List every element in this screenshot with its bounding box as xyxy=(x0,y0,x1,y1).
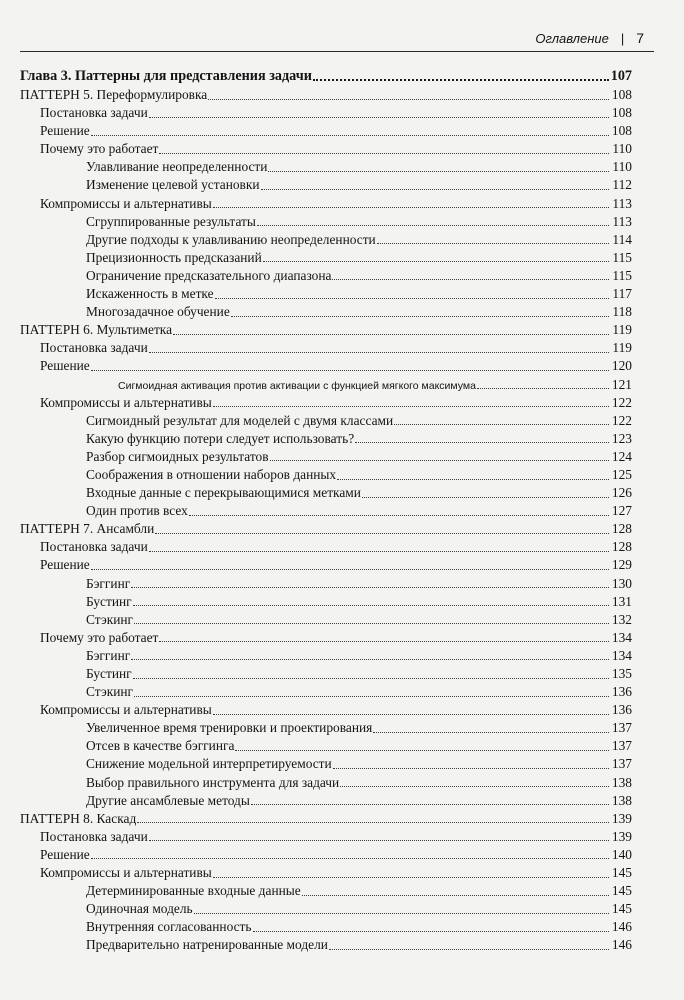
dot-leader xyxy=(261,189,609,190)
toc-entry xyxy=(20,267,632,285)
toc-pattern-entry xyxy=(20,810,632,828)
dot-leader xyxy=(159,641,609,642)
toc-entry-page: 145 xyxy=(611,901,632,917)
dot-leader xyxy=(149,840,609,841)
dot-leader xyxy=(91,858,609,859)
toc-entry xyxy=(20,394,632,412)
toc-entry-page: 137 xyxy=(611,720,632,736)
toc-entry-page: 135 xyxy=(611,666,632,681)
toc-entry xyxy=(20,484,632,502)
toc-entry-title: Другие ансамблевые методы xyxy=(86,792,250,808)
toc-entry xyxy=(20,737,632,755)
toc-entry xyxy=(20,502,632,520)
dot-leader xyxy=(133,605,609,606)
toc-entry-page: 117 xyxy=(612,286,632,302)
dot-leader xyxy=(332,279,609,280)
toc-entry-page: 130 xyxy=(611,575,632,591)
toc-entry-page: 119 xyxy=(612,340,632,356)
dot-leader xyxy=(333,768,609,769)
toc-entry-page: 107 xyxy=(610,68,632,84)
dot-leader xyxy=(235,750,609,751)
toc-entry xyxy=(20,611,632,629)
toc-entry xyxy=(20,285,632,303)
dot-leader xyxy=(337,479,609,480)
toc-entry-title: Какую функцию потери следует использовать? xyxy=(86,430,355,446)
toc-entry xyxy=(20,755,632,773)
toc-entry xyxy=(20,900,632,918)
toc-entry-page: 128 xyxy=(611,539,632,555)
toc-entry-page: 136 xyxy=(611,702,632,718)
dot-leader xyxy=(173,334,609,335)
toc-entry-page: 125 xyxy=(611,466,632,482)
toc-entry-title: Другие подходы к улавливанию неопределенности xyxy=(86,231,376,247)
dot-leader xyxy=(231,316,609,317)
toc-entry-title: Решение xyxy=(40,846,90,862)
toc-entry xyxy=(20,774,632,792)
toc-entry-page: 138 xyxy=(611,792,632,808)
toc-entry-page: 115 xyxy=(612,249,632,265)
header-page-number: 7 xyxy=(636,30,644,46)
toc-entry xyxy=(20,122,632,140)
dot-leader xyxy=(155,533,609,534)
toc-entry-title: Ограничение предсказательного диапазона xyxy=(86,267,332,283)
dot-leader xyxy=(189,515,609,516)
toc-entry xyxy=(20,176,632,194)
toc-entry-title: Сигмоидный результат для моделей с двумя классами xyxy=(86,412,394,428)
toc-entry xyxy=(20,231,632,249)
dot-leader xyxy=(91,135,609,136)
toc-entry-title: Глава 3. Паттерны для представления задачи xyxy=(20,68,312,84)
toc-entry-page: 122 xyxy=(611,412,632,428)
toc-entry-title: ПАТТЕРН 5. Переформулировка xyxy=(20,87,208,102)
toc-entry-title: Почему это работает xyxy=(40,141,159,157)
toc-entry xyxy=(20,918,632,936)
toc-entry-title: Многозадачное обучение xyxy=(86,304,230,320)
dot-leader xyxy=(194,913,609,914)
toc-entry xyxy=(20,448,632,466)
toc-entry xyxy=(20,701,632,719)
toc-entry xyxy=(20,719,632,737)
toc-entry-title: Разбор сигмоидных результатов xyxy=(86,448,269,464)
toc-entry-title: Бустинг xyxy=(86,666,132,681)
toc-entry-title: Один против всех xyxy=(86,503,188,519)
toc-entry-title: ПАТТЕРН 6. Мультиметка xyxy=(20,322,173,338)
toc-entry-title: Улавливание неопределенности xyxy=(86,159,268,175)
toc-entry-page: 108 xyxy=(611,105,632,121)
toc-entry-title: Искаженность в метке xyxy=(86,286,214,302)
toc-entry xyxy=(20,357,632,375)
toc-entry xyxy=(20,593,632,611)
toc-entry-title: Входные данные с перекрывающимися метками xyxy=(86,485,361,501)
toc-pattern-entry xyxy=(20,86,632,104)
toc-entry xyxy=(20,376,632,394)
toc-entry-page: 113 xyxy=(612,213,632,229)
toc-entry xyxy=(20,213,632,231)
toc-entry-title: Компромиссы и альтернативы xyxy=(40,394,212,410)
toc-entry-page: 129 xyxy=(611,557,632,573)
dot-leader xyxy=(251,804,609,805)
toc-entry-page: 123 xyxy=(611,430,632,446)
dot-leader xyxy=(91,569,609,570)
dot-leader xyxy=(355,442,609,443)
toc-entry-title: Сгруппированные результаты xyxy=(86,213,256,229)
toc-entry-title: Снижение модельной интерпретируемости xyxy=(86,756,332,772)
toc-entry xyxy=(20,538,632,556)
dot-leader xyxy=(137,822,609,823)
toc-entry-page: 136 xyxy=(611,684,632,700)
toc-entry-title: Постановка задачи xyxy=(40,105,148,121)
toc-entry-title: Соображения в отношении наборов данных xyxy=(86,466,337,482)
toc-entry-title: Бустинг xyxy=(86,593,132,609)
dot-leader xyxy=(329,949,609,950)
toc-entry-page: 128 xyxy=(611,521,632,537)
toc-entry xyxy=(20,466,632,484)
toc-entry-page: 132 xyxy=(611,611,632,627)
dot-leader xyxy=(208,99,609,100)
toc-entry-title: Выбор правильного инструмента для задачи xyxy=(86,774,340,790)
toc-entry-page: 113 xyxy=(612,195,632,211)
toc-entry-title: Стэкинг xyxy=(86,684,134,700)
toc-entry-title: Предварительно натренированные модели xyxy=(86,937,328,953)
toc-entry-title: Увеличенное время тренировки и проектирования xyxy=(86,720,373,736)
toc-entry xyxy=(20,575,632,593)
toc-entry-title: Детерминированные входные данные xyxy=(86,883,301,899)
toc-entry-title: Почему это работает xyxy=(40,629,159,645)
dot-leader xyxy=(313,79,609,81)
toc-entry-title: Постановка задачи xyxy=(40,828,148,844)
dot-leader xyxy=(477,388,609,389)
toc-entry-page: 115 xyxy=(612,267,632,283)
dot-leader xyxy=(377,243,609,244)
toc-entry-title: Постановка задачи xyxy=(40,340,148,356)
toc-entry-title: Одиночная модель xyxy=(86,901,193,917)
toc-entry-page: 124 xyxy=(611,448,632,464)
toc-entry xyxy=(20,249,632,267)
toc-entry-page: 145 xyxy=(611,865,632,881)
dot-leader xyxy=(213,877,609,878)
toc-entry xyxy=(20,629,632,647)
dot-leader xyxy=(131,659,609,660)
dot-leader xyxy=(268,171,609,172)
toc-entry-page: 134 xyxy=(611,629,632,645)
toc-entry-title: Внутренняя согласованность xyxy=(86,919,252,935)
dot-leader xyxy=(149,551,609,552)
toc-entry xyxy=(20,882,632,900)
toc-entry-page: 145 xyxy=(611,883,632,899)
toc-entry xyxy=(20,430,632,448)
dot-leader xyxy=(133,678,609,679)
header-separator: | xyxy=(620,30,625,46)
dot-leader xyxy=(253,931,609,932)
toc-entry-page: 119 xyxy=(612,322,632,338)
toc-entry-page: 134 xyxy=(611,647,632,663)
toc-entry xyxy=(20,158,632,176)
dot-leader xyxy=(213,714,609,715)
toc-entry-page: 126 xyxy=(611,485,632,501)
toc-entry xyxy=(20,647,632,665)
dot-leader xyxy=(302,895,609,896)
toc-entry-title: Сигмоидная активация против активации с функцией мягкого максимума xyxy=(118,379,476,392)
dot-leader xyxy=(213,406,609,407)
toc-entry-page: 114 xyxy=(612,231,632,247)
toc-entry xyxy=(20,303,632,321)
toc-entry-title: Компромиссы и альтернативы xyxy=(40,702,212,718)
toc-entry-page: 108 xyxy=(611,123,632,139)
toc-entry-page: 146 xyxy=(611,937,632,953)
toc-entry-title: Прецизионность предсказаний xyxy=(86,249,262,265)
toc-entry-page: 140 xyxy=(611,846,632,862)
toc-entry-title: ПАТТЕРН 7. Ансамбли xyxy=(20,521,155,537)
toc-entry-page: 138 xyxy=(611,774,632,790)
dot-leader xyxy=(159,153,609,154)
dot-leader xyxy=(134,696,609,697)
toc-entry-page: 127 xyxy=(611,503,632,519)
toc-entry-title: Стэкинг xyxy=(86,611,134,627)
toc-entry xyxy=(20,846,632,864)
toc-entry xyxy=(20,412,632,430)
toc-entry xyxy=(20,792,632,810)
toc-entry-title: Отсев в качестве бэггинга xyxy=(86,738,235,754)
toc-entry-title: Решение xyxy=(40,123,90,139)
toc-entry-title: Бэггинг xyxy=(86,575,131,591)
table-of-contents xyxy=(20,66,632,955)
dot-leader xyxy=(263,261,609,262)
dot-leader xyxy=(215,298,609,299)
dot-leader xyxy=(213,207,609,208)
dot-leader xyxy=(149,117,609,118)
dot-leader xyxy=(373,732,609,733)
dot-leader xyxy=(270,460,609,461)
dot-leader xyxy=(340,786,609,787)
toc-entry xyxy=(20,665,632,683)
toc-entry-title: Постановка задачи xyxy=(40,539,148,555)
toc-entry-page: 139 xyxy=(611,828,632,844)
toc-entry-page: 110 xyxy=(612,141,632,157)
toc-entry-title: Компромиссы и альтернативы xyxy=(40,865,212,881)
dot-leader xyxy=(394,424,609,425)
toc-chapter-entry xyxy=(20,66,632,86)
toc-entry xyxy=(20,683,632,701)
dot-leader xyxy=(91,370,609,371)
toc-entry-title: ПАТТЕРН 8. Каскад xyxy=(20,810,137,826)
dot-leader xyxy=(257,225,609,226)
dot-leader xyxy=(362,497,609,498)
toc-entry-page: 137 xyxy=(611,738,632,754)
toc-entry-page: 110 xyxy=(612,159,632,175)
toc-entry-title: Компромиссы и альтернативы xyxy=(40,195,212,211)
toc-entry-page: 139 xyxy=(611,810,632,826)
toc-entry xyxy=(20,864,632,882)
toc-entry xyxy=(20,195,632,213)
toc-entry xyxy=(20,140,632,158)
toc-entry xyxy=(20,104,632,122)
toc-entry-title: Бэггинг xyxy=(86,647,131,663)
toc-entry-title: Решение xyxy=(40,557,90,573)
toc-entry-page: 122 xyxy=(611,394,632,410)
toc-entry-page: 118 xyxy=(612,304,632,320)
toc-entry xyxy=(20,828,632,846)
toc-entry-page: 146 xyxy=(611,919,632,935)
toc-entry xyxy=(20,556,632,574)
dot-leader xyxy=(149,352,609,353)
toc-entry-page: 137 xyxy=(611,756,632,772)
toc-entry-page: 121 xyxy=(611,376,632,392)
toc-pattern-entry xyxy=(20,321,632,339)
toc-entry-page: 120 xyxy=(611,358,632,374)
toc-entry-title: Решение xyxy=(40,358,90,374)
toc-entry-title: Изменение целевой установки xyxy=(86,177,260,193)
toc-pattern-entry xyxy=(20,520,632,538)
header-section-title: Оглавление xyxy=(535,30,609,46)
toc-entry xyxy=(20,339,632,357)
toc-entry xyxy=(20,936,632,954)
dot-leader xyxy=(134,623,609,624)
toc-entry-page: 108 xyxy=(611,87,632,102)
toc-entry-page: 112 xyxy=(612,177,632,193)
dot-leader xyxy=(131,587,609,588)
toc-entry-page: 131 xyxy=(611,593,632,609)
header-rule xyxy=(20,51,654,52)
running-header xyxy=(20,30,644,46)
